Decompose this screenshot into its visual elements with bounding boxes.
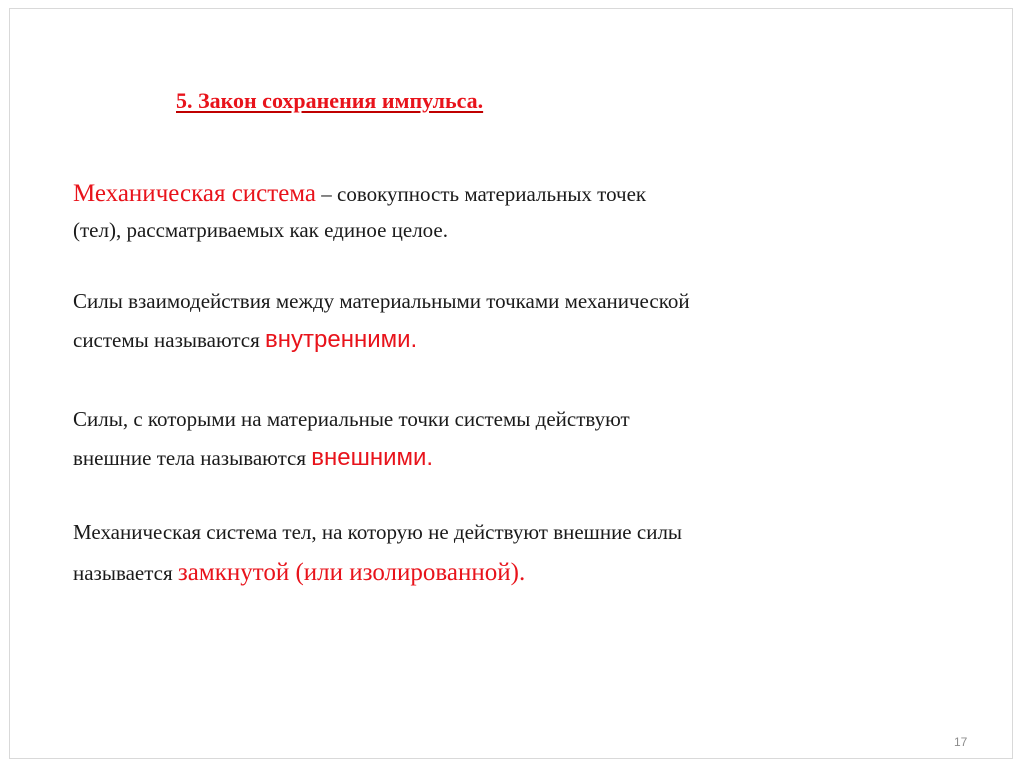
paragraph-line: Силы взаимодействия между материальными точками механической	[73, 289, 690, 313]
definition-internal-forces	[73, 282, 690, 360]
definition-mechanical-system	[73, 175, 646, 247]
paragraph-text: внешние тела называются	[73, 446, 312, 470]
definition-closed-system	[73, 513, 682, 595]
slide-title: 5. Закон сохранения импульса.	[176, 88, 484, 113]
paragraph-line	[73, 551, 682, 595]
term-external: внешними.	[311, 444, 434, 471]
definition-text-line2: (тел), рассматриваемых как единое целое.	[73, 218, 449, 242]
definition-text: – совокупность материальных точек	[316, 182, 647, 206]
definition-external-forces	[73, 401, 630, 479]
paragraph-line: Механическая система тел, на которую не действуют внешние силы	[73, 520, 683, 544]
slide	[9, 8, 1013, 759]
paragraph-text: называется	[73, 561, 178, 585]
paragraph-text: системы называются	[73, 328, 266, 352]
paragraph-line	[73, 437, 630, 479]
paragraph-line: Силы, с которыми на материальные точки системы действуют	[73, 407, 630, 431]
paragraph-line	[73, 320, 690, 360]
page-number: 17	[954, 735, 968, 749]
paragraph-line	[73, 175, 646, 213]
term-mechanical-system: Механическая система	[73, 180, 317, 207]
term-closed: замкнутой (или изолированной).	[177, 559, 526, 586]
term-internal: внутренними.	[265, 326, 418, 353]
